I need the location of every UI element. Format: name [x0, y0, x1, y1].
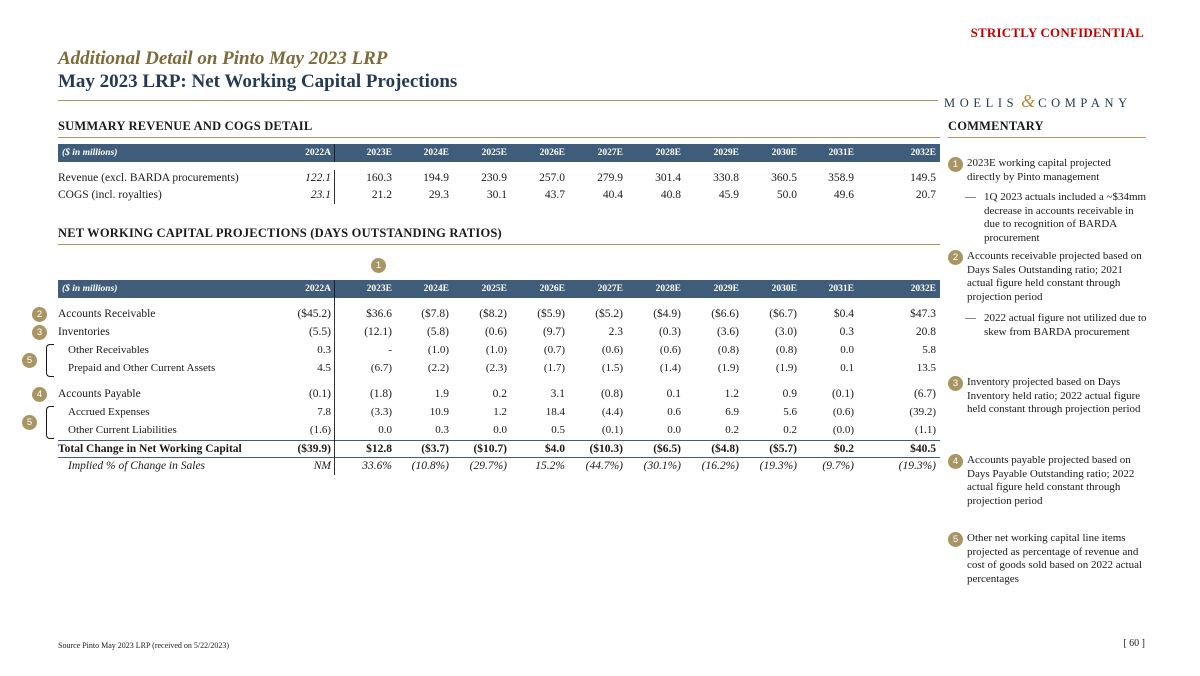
nwc-total-row-value: $12.8: [366, 443, 392, 455]
summary-row-value: 360.5: [771, 172, 797, 184]
summary-year-2030E: 2030E: [771, 148, 797, 158]
nwc-total-row-value: $40.5: [910, 443, 936, 455]
summary-row-value: 149.5: [910, 172, 936, 184]
row-badge: 2: [32, 307, 47, 322]
nwc-row-value: ($8.2): [479, 308, 507, 320]
summary-year-2028E: 2028E: [655, 148, 681, 158]
summary-row-value: 49.6: [833, 189, 854, 201]
nwc-row-value: 1.9: [434, 388, 449, 400]
nwc-heading: NET WORKING CAPITAL PROJECTIONS (DAYS OUTSTANDING RATIOS): [58, 226, 502, 240]
summary-row-value: 21.2: [371, 189, 392, 201]
row-badge: 3: [32, 325, 47, 340]
commentary-badge: 1: [948, 157, 963, 172]
nwc-row-label: Inventories: [58, 326, 110, 338]
nwc-row-value: 13.5: [916, 362, 936, 374]
nwc-row-value: 10.9: [429, 406, 449, 418]
nwc-row-value: 0.3: [317, 344, 331, 356]
nwc-row-value: 5.6: [783, 406, 797, 418]
nwc-row-label: Accounts Payable: [58, 388, 141, 400]
summary-row-value: 301.4: [655, 172, 681, 184]
nwc-total-row-value: $0.2: [833, 443, 854, 455]
nwc-row-value: ($5.2): [595, 308, 623, 320]
nwc-row-value: (2.3): [485, 362, 507, 374]
nwc-year-2032E: 2032E: [910, 284, 936, 294]
summary-heading-rule: [58, 137, 940, 138]
nwc-header-bar: [58, 280, 940, 298]
nwc-row-value: (0.6): [659, 344, 681, 356]
nwc-row-value: -: [388, 344, 392, 356]
nwc-row-label: Other Current Liabilities: [68, 424, 177, 436]
nwc-row-value: (0.8): [717, 344, 739, 356]
nwc-implied-row-value: (30.1%): [643, 460, 681, 472]
commentary-subpoint: [967, 312, 1147, 339]
commentary-badge: 5: [948, 532, 963, 547]
nwc-year-2029E: 2029E: [713, 284, 739, 294]
brace-other-liabilities: [46, 406, 54, 439]
nwc-row-value: (3.6): [716, 326, 739, 338]
confidential-label: STRICTLY CONFIDENTIAL: [970, 25, 1144, 40]
nwc-implied-row-value: (16.2%): [701, 460, 739, 472]
nwc-year-2024E: 2024E: [423, 284, 449, 294]
nwc-row-value: ($7.8): [421, 308, 449, 320]
summary-row-label: COGS (incl. royalties): [58, 189, 162, 201]
nwc-row-value: (0.6): [601, 344, 623, 356]
nwc-row-value: 0.5: [551, 424, 565, 436]
nwc-row-value: 0.2: [725, 424, 739, 436]
summary-year-2023E: 2023E: [366, 148, 392, 158]
commentary-text: 2023E working capital projected directly by Pinto management: [967, 157, 1111, 183]
summary-row: [58, 187, 940, 204]
nwc-row: [58, 306, 940, 323]
summary-heading: SUMMARY REVENUE AND COGS DETAIL: [58, 119, 313, 133]
brace-badge-liabilities: 5: [22, 415, 37, 430]
nwc-row-value: (3.3): [370, 406, 392, 418]
nwc-row-value: (4.4): [601, 406, 623, 418]
nwc-implied-row-value: (10.8%): [411, 460, 449, 472]
nwc-year-2030E: 2030E: [771, 284, 797, 294]
nwc-row-value: (1.0): [485, 344, 507, 356]
nwc-total-row: [58, 440, 940, 458]
summary-row-value: 40.4: [602, 189, 623, 201]
nwc-row-value: (0.1): [831, 388, 854, 400]
summary-header-bar: [58, 144, 940, 162]
nwc-row-value: (1.8): [369, 388, 392, 400]
nwc-row-value: $0.4: [833, 308, 854, 320]
nwc-row-value: (9.7): [542, 326, 565, 338]
nwc-year-2031E: 2031E: [828, 284, 854, 294]
commentary-heading-rule: [948, 137, 1146, 138]
summary-row-value: 43.7: [544, 189, 565, 201]
nwc-row-value: 1.2: [724, 388, 739, 400]
brace-badge-assets: 5: [22, 353, 37, 368]
summary-year-2032E: 2032E: [910, 148, 936, 158]
summary-year-2029E: 2029E: [713, 148, 739, 158]
title-divider: [58, 100, 938, 101]
nwc-row-value: (3.0): [774, 326, 797, 338]
nwc-row-value: (0.8): [775, 344, 797, 356]
summary-year-2022A: 2022A: [305, 148, 331, 158]
summary-row-value: 45.9: [718, 189, 739, 201]
nwc-row-label: Other Receivables: [68, 344, 149, 356]
summary-row-value: 279.9: [597, 172, 623, 184]
nwc-implied-row-value: (29.7%): [469, 460, 507, 472]
nwc-row-value: (5.5): [308, 326, 331, 338]
nwc-row-value: 3.1: [550, 388, 565, 400]
nwc-row-value: 0.0: [378, 424, 392, 436]
summary-row-value: 358.9: [828, 172, 854, 184]
nwc-row-value: (0.7): [543, 344, 565, 356]
nwc-year-2026E: 2026E: [539, 284, 565, 294]
nwc-year-2022A: 2022A: [305, 284, 331, 294]
summary-year-2025E: 2025E: [481, 148, 507, 158]
nwc-row: [58, 422, 940, 439]
page-subtitle: May 2023 LRP: Net Working Capital Projections: [58, 71, 458, 92]
commentary-heading: COMMENTARY: [948, 119, 1044, 133]
dash-bullet: —: [965, 191, 976, 203]
summary-row-value: 30.1: [486, 189, 507, 201]
nwc-row-value: ($4.9): [653, 308, 681, 320]
nwc-row-value: 0.9: [782, 388, 797, 400]
dash-bullet: —: [965, 312, 976, 324]
nwc-implied-row-value: (9.7%): [822, 460, 854, 472]
nwc-row-label: Prepaid and Other Current Assets: [68, 362, 216, 374]
nwc-row-value: 0.2: [783, 424, 797, 436]
commentary-subpoint-text: 1Q 2023 actuals included a ~$34mm decrease in accounts receivable in due to recognition of BARDA procurement: [984, 191, 1147, 244]
nwc-total-row-value: ($3.7): [421, 443, 449, 455]
summary-row-value: 23.1: [310, 189, 331, 201]
nwc-row: [58, 386, 940, 403]
nwc-row-value: (6.7): [370, 362, 392, 374]
summary-row-value: 122.1: [305, 172, 331, 184]
nwc-row-value: 18.4: [545, 406, 565, 418]
nwc-row-value: 4.5: [317, 362, 331, 374]
summary-row-label: Revenue (excl. BARDA procurements): [58, 172, 239, 184]
nwc-row-value: (1.9): [717, 362, 739, 374]
commentary-subpoint-text: 2022 actual figure not utilized due to skew from BARDA procurement: [984, 312, 1147, 338]
nwc-row: [58, 324, 940, 341]
summary-row-value: 330.8: [713, 172, 739, 184]
nwc-row-value: (12.1): [364, 326, 392, 338]
commentary-text: Other net working capital line items projected as percentage of revenue and cost of goods sold based on 2022 actual percentages: [967, 532, 1143, 585]
nwc-row-value: $36.6: [366, 308, 392, 320]
logo-left: MOELIS: [944, 96, 1019, 110]
nwc-row-value: 0.3: [839, 326, 854, 338]
nwc-total-row-value: $4.0: [544, 443, 565, 455]
nwc-row-value: 0.0: [840, 344, 854, 356]
summary-unit-label: ($ in millions): [62, 148, 118, 158]
nwc-row-value: ($6.6): [711, 308, 739, 320]
nwc-row-value: 5.8: [922, 344, 936, 356]
brace-other-assets: [46, 344, 54, 377]
summary-row-value: 40.8: [660, 189, 681, 201]
nwc-row: [58, 342, 940, 359]
commentary-badge: 2: [948, 250, 963, 265]
source-note: Source Pinto May 2023 LRP (received on 5/22/2023): [58, 641, 230, 650]
nwc-row-value: 0.6: [667, 406, 681, 418]
nwc-row-value: (0.0): [832, 424, 854, 436]
nwc-year-2023E: 2023E: [366, 284, 392, 294]
summary-year-2024E: 2024E: [423, 148, 449, 158]
nwc-total-row-value: ($5.7): [769, 443, 797, 455]
summary-year-2026E: 2026E: [539, 148, 565, 158]
nwc-total-row-label: Total Change in Net Working Capital: [58, 443, 242, 455]
nwc-row-value: $47.3: [910, 308, 936, 320]
nwc-implied-row-value: 15.2%: [535, 460, 565, 472]
nwc-row: [58, 404, 940, 421]
nwc-row-value: (0.8): [600, 388, 623, 400]
commentary-subpoint: [967, 191, 1147, 245]
summary-row-value: 257.0: [539, 172, 565, 184]
nwc-row-value: (0.6): [484, 326, 507, 338]
nwc-row-value: ($45.2): [297, 308, 331, 320]
company-logo: [944, 91, 1132, 112]
nwc-row-value: (1.6): [309, 424, 331, 436]
nwc-row-label: Accounts Receivable: [58, 308, 156, 320]
nwc-total-row-value: ($4.8): [711, 443, 739, 455]
actuals-divider: [334, 280, 335, 475]
nwc-heading-rule: [58, 244, 940, 245]
logo-ampersand: &: [1021, 91, 1036, 111]
row-badge: 4: [32, 387, 47, 402]
summary-row-value: 50.0: [776, 189, 797, 201]
nwc-row-value: ($6.7): [769, 308, 797, 320]
summary-row: [58, 170, 940, 187]
commentary-badge: 3: [948, 376, 963, 391]
page-title: Additional Detail on Pinto May 2023 LRP: [58, 48, 388, 69]
nwc-implied-row-value: 33.6%: [362, 460, 392, 472]
nwc-row-value: (1.7): [543, 362, 565, 374]
nwc-implied-row-value: (19.3%): [898, 460, 936, 472]
nwc-row-value: (1.9): [775, 362, 797, 374]
nwc-row-value: (0.6): [832, 406, 854, 418]
nwc-year-2025E: 2025E: [481, 284, 507, 294]
nwc-implied-row-value: NM: [313, 460, 331, 472]
summary-row-value: 29.3: [428, 189, 449, 201]
summary-row-value: 160.3: [366, 172, 392, 184]
nwc-row-value: 1.2: [493, 406, 507, 418]
nwc-implied-row-value: (19.3%): [759, 460, 797, 472]
nwc-row-value: 2.3: [608, 326, 623, 338]
nwc-row-value: (39.2): [909, 406, 936, 418]
nwc-total-row-value: ($39.9): [297, 443, 331, 455]
nwc-row-value: (0.3): [658, 326, 681, 338]
page-number: [ 60 ]: [1123, 638, 1145, 649]
nwc-row-value: (1.0): [427, 344, 449, 356]
nwc-total-row-value: ($6.5): [653, 443, 681, 455]
commentary-text: Accounts receivable projected based on Days Sales Outstanding ratio; 2021 actual figure held constant through projection period: [967, 250, 1142, 303]
nwc-row-value: (1.1): [914, 424, 936, 436]
nwc-total-row-value: ($10.7): [473, 443, 507, 455]
nwc-row-value: (2.2): [427, 362, 449, 374]
logo-right: COMPANY: [1038, 96, 1132, 110]
nwc-unit-label: ($ in millions): [62, 284, 118, 294]
nwc-row-value: 7.8: [317, 406, 331, 418]
nwc-row-value: 0.0: [493, 424, 507, 436]
nwc-row-value: (6.7): [913, 388, 936, 400]
nwc-row-value: 0.0: [667, 424, 681, 436]
nwc-implied-row-value: (44.7%): [585, 460, 623, 472]
nwc-row-value: (0.1): [308, 388, 331, 400]
summary-row-value: 230.9: [481, 172, 507, 184]
nwc-row-value: 20.8: [915, 326, 936, 338]
nwc-row-value: 0.1: [666, 388, 681, 400]
summary-row-value: 20.7: [915, 189, 936, 201]
nwc-year-2027E: 2027E: [597, 284, 623, 294]
summary-year-2027E: 2027E: [597, 148, 623, 158]
nwc-implied-row: [58, 458, 940, 475]
nwc-row-value: (1.4): [659, 362, 681, 374]
summary-year-2031E: 2031E: [828, 148, 854, 158]
column-badge-2023e: 1: [371, 258, 386, 273]
nwc-row-value: ($5.9): [537, 308, 565, 320]
nwc-row-label: Accrued Expenses: [68, 406, 150, 418]
nwc-implied-row-label: Implied % of Change in Sales: [68, 460, 206, 472]
nwc-row-value: 0.1: [840, 362, 854, 374]
nwc-row-value: (5.8): [426, 326, 449, 338]
nwc-row: [58, 360, 940, 377]
commentary-badge: 4: [948, 454, 963, 469]
summary-row-value: 194.9: [423, 172, 449, 184]
actuals-divider: [334, 170, 335, 204]
nwc-row-value: (1.5): [601, 362, 623, 374]
nwc-total-row-value: ($10.3): [589, 443, 623, 455]
nwc-row-value: 0.3: [435, 424, 449, 436]
commentary-text: Inventory projected based on Days Inventory held ratio; 2022 actual figure held constant through projection period: [967, 376, 1141, 415]
nwc-row-value: 6.9: [725, 406, 739, 418]
nwc-row-value: (0.1): [601, 424, 623, 436]
nwc-year-2028E: 2028E: [655, 284, 681, 294]
actuals-divider: [334, 144, 335, 162]
nwc-row-value: 0.2: [492, 388, 507, 400]
commentary-text: Accounts payable projected based on Days Payable Outstanding ratio; 2022 actual figure held constant through projection period: [967, 454, 1135, 507]
